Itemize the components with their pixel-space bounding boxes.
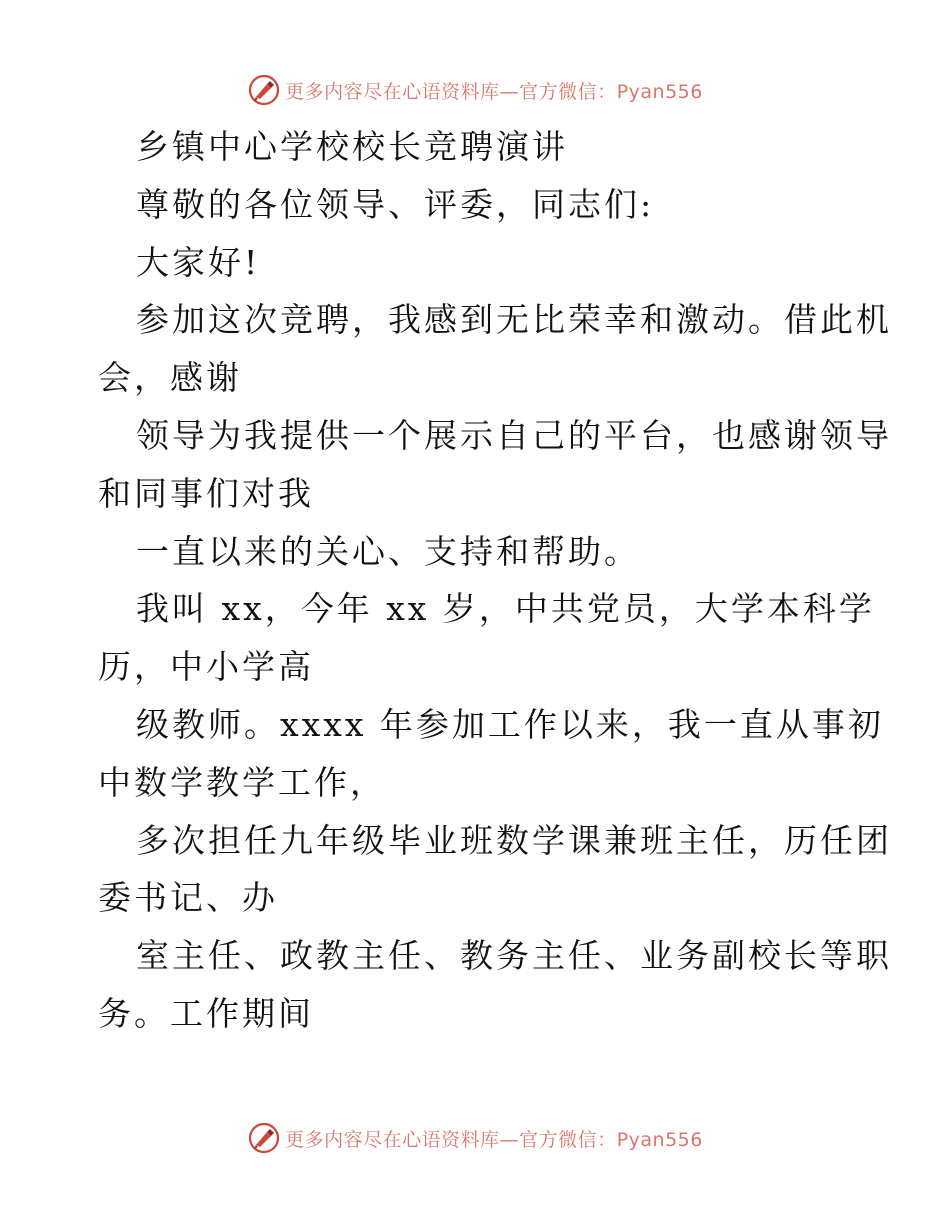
text-line: 中数学教学工作， (98, 762, 386, 802)
text-line: 大家好! (136, 242, 261, 282)
text-line: 委书记、办 (98, 878, 278, 918)
text-line: 级教师。xxxx 年参加工作以来，我一直从事初 (136, 704, 884, 744)
text-line: 领导为我提供一个展示自己的平台，也感谢领导 (136, 415, 892, 455)
watermark-account: Pyan556 (616, 1128, 703, 1151)
watermark-main-text: 更多内容尽在心语资料库 (285, 80, 500, 103)
watermark-main-text: 更多内容尽在心语资料库 (285, 1128, 500, 1151)
text-line: 历，中小学高 (98, 647, 314, 687)
watermark-text (285, 77, 703, 104)
watermark-text (285, 1125, 703, 1152)
watermark-label: 官方微信： (519, 80, 617, 103)
watermark-separator: — (499, 80, 520, 103)
text-line: 会，感谢 (98, 358, 242, 398)
text-line: 一直以来的关心、支持和帮助。 (136, 531, 640, 571)
text-line: 尊敬的各位领导、评委，同志们: (136, 184, 655, 224)
watermark-label: 官方微信： (519, 1128, 617, 1151)
text-line: 和同事们对我 (98, 473, 314, 513)
footer-watermark (0, 1118, 950, 1158)
text-line: 务。工作期间 (98, 993, 314, 1033)
text-line: 参加这次竞聘，我感到无比荣幸和激动。借此机 (136, 300, 892, 340)
text-line: 我叫 xx，今年 xx 岁，中共党员，大学本科学 (136, 589, 875, 629)
text-line: 室主任、政教主任、教务主任、业务副校长等职 (136, 936, 892, 976)
pen-heart-logo-icon (247, 73, 281, 107)
pen-heart-logo-icon (247, 1121, 281, 1155)
document-title: 乡镇中心学校校长竞聘演讲 (136, 127, 568, 166)
document-body (98, 118, 892, 1043)
watermark-account: Pyan556 (616, 80, 703, 103)
text-line: 多次担任九年级毕业班数学课兼班主任，历任团 (136, 820, 892, 860)
header-watermark (0, 70, 950, 110)
watermark-separator: — (499, 1128, 520, 1151)
